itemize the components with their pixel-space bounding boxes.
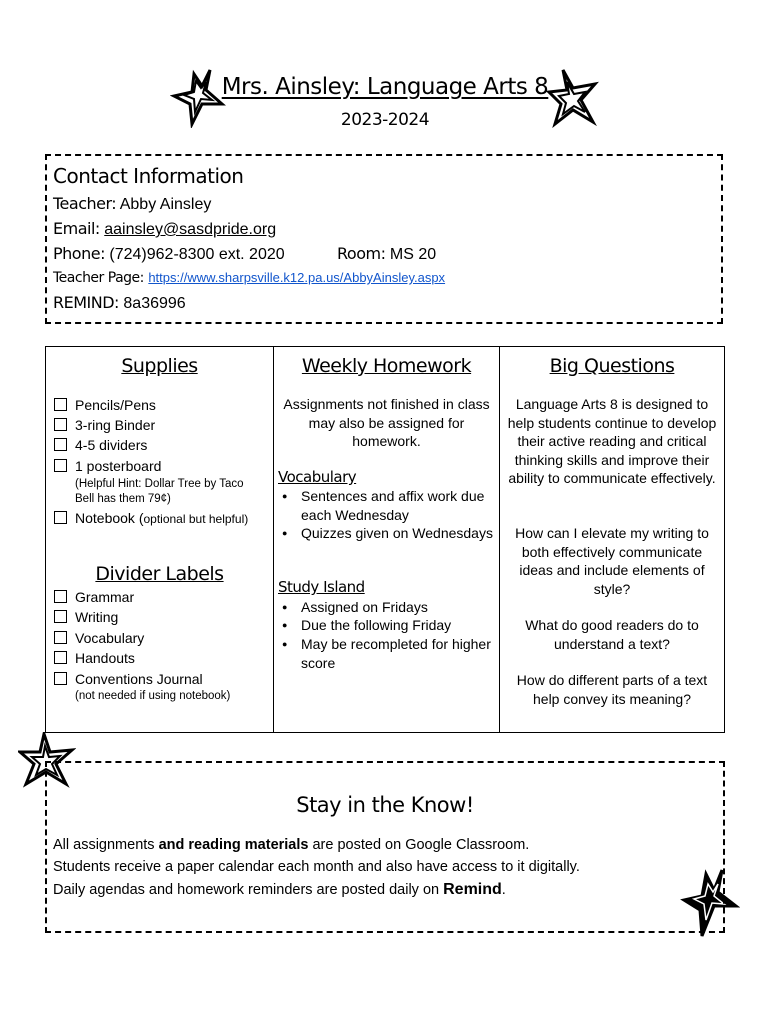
contact-info-box [45,154,723,324]
room-label: Room: [337,244,386,263]
list-item: 3-ring Binder [54,417,155,433]
list-item: ● Assigned on Fridays [280,598,495,617]
page-title: Mrs. Ainsley: Language Arts 8 [221,74,549,100]
teacher-line [53,194,211,214]
email-link[interactable]: aainsley@sasdpride.org [104,221,277,238]
study-island-heading: Study Island [278,578,365,596]
supplies-column [46,347,273,732]
contact-heading: Contact Information [53,164,244,188]
question-paragraph: How do different parts of a text help convey its meaning? [516,672,708,707]
big-questions-heading: Big Questions [549,355,675,377]
list-item: 4-5 dividers [54,437,147,453]
homework-intro: Assignments not finished in class may also be assigned for homework. [283,396,490,449]
checkbox-icon [54,672,67,685]
checkbox-icon [54,631,67,644]
checkbox-icon [54,511,67,524]
homework-heading: Weekly Homework [301,355,472,377]
list-item: Writing [54,609,118,625]
know-line: Daily agendas and homework reminders are posted daily on Remind. [53,881,506,898]
checkbox-icon [54,651,67,664]
list-item: Grammar [54,589,134,605]
remind-label: REMIND: [53,293,119,312]
list-item: Handouts [54,650,135,666]
list-item: Conventions Journal [54,671,203,687]
divider-labels-heading: Divider Labels [95,563,224,585]
checkbox-icon [54,438,67,451]
homework-column [273,347,499,732]
posterboard-hint: (Helpful Hint: Dollar Tree by Taco Bell has them 79¢) [75,478,244,505]
remind-line [53,293,186,313]
list-item: ● Sentences and affix work due each Wednesday [280,487,495,524]
big-questions-column [499,347,724,732]
divider-note: (not needed if using notebook) [75,690,231,702]
checkbox-icon [54,610,67,623]
know-line: All assignments and reading materials are posted on Google Classroom. [53,837,530,853]
stay-in-the-know-heading: Stay in the Know! [296,793,474,817]
room-value: MS 20 [389,246,437,263]
vocabulary-heading: Vocabulary [278,468,357,486]
list-item: ● Quizzes given on Wednesdays [280,524,495,543]
question-paragraph: What do good readers do to understand a text? [525,617,699,652]
stay-in-the-know-box [45,761,725,933]
list-item: Vocabulary [54,630,144,646]
room-line [337,244,436,264]
phone-line [53,244,285,264]
checkbox-icon [54,590,67,603]
checkbox-icon [54,398,67,411]
list-item: ● May be recompleted for higher score [280,635,495,672]
teacher-page-label: Teacher Page: [53,270,144,286]
teacher-label: Teacher: [53,194,117,213]
phone-label: Phone: [53,244,105,263]
list-item: Pencils/Pens [54,397,156,413]
checkbox-icon [54,459,67,472]
checkbox-icon [54,418,67,431]
question-paragraph: How can I elevate my writing to both effectively communicate ideas and include elements of style? [515,525,709,597]
list-item: ● Due the following Friday [280,616,495,635]
teacher-value: Abby Ainsley [119,196,212,213]
list-item: 1 posterboard [54,458,161,474]
info-table [45,346,725,733]
email-line [53,219,276,239]
list-item: Notebook (optional but helpful) [54,510,248,526]
teacher-page-line [53,269,445,287]
teacher-page-link[interactable]: https://www.sharpsville.k12.pa.us/AbbyAinsley.aspx [148,270,446,285]
know-line: Students receive a paper calendar each month and also have access to it digitally. [53,859,580,875]
email-label: Email: [53,219,100,238]
supplies-heading: Supplies [121,355,198,377]
school-year: 2023-2024 [340,110,430,130]
remind-value: 8a36996 [123,295,186,312]
question-paragraph: Language Arts 8 is designed to help students continue to develop their active reading and critical thinking skills and improve their ability to communicate effectively. [507,396,717,486]
phone-value: (724)962-8300 ext. 2020 [109,246,285,263]
